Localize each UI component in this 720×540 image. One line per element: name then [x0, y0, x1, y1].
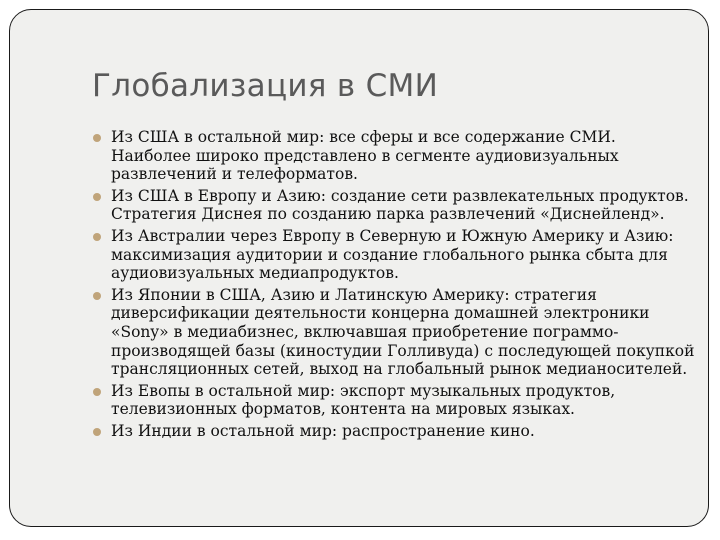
list-item-text: Из Индии в остальной мир: распространение кино.: [111, 421, 535, 440]
bullet-icon: [93, 292, 101, 300]
bullet-icon: [93, 428, 101, 436]
bullet-icon: [93, 233, 101, 241]
list-item: [90, 286, 695, 379]
bullet-icon: [93, 388, 101, 396]
list-item: [90, 382, 695, 419]
list-item-text: Из США в остальной мир: все сферы и все содержание СМИ. Наиболее широко представлено в сегменте аудиовизуальных развлечений и телеформатов.: [111, 128, 619, 184]
bullet-icon: [93, 134, 101, 142]
slide-frame: [9, 9, 709, 527]
list-item-text: Из Японии в США, Азию и Латинскую Америку: стратегия диверсификации деятельности концерна домашней электроники «Sony» в медиабизнес, включавшая приобретение пограммо-производящей базы (киностудии Голливуда) с последующей покупкой трансляционных сетей, выход на глобальный рынок медианосителей.: [111, 285, 695, 379]
bullet-list: [90, 128, 695, 444]
list-item: [90, 187, 695, 224]
list-item: [90, 128, 695, 184]
list-item-text: Из Евопы в остальной мир: экспорт музыкальных продуктов, телевизионных форматов, контента на мировых языках.: [111, 381, 616, 419]
list-item-text: Из Австралии через Европу в Северную и Южную Америку и Азию: максимизация аудитории и создание глобального рынка сбыта для аудиовизуальных медиапродуктов.: [111, 226, 674, 283]
list-item-text: Из США в Европу и Азию: создание сети развлекательных продуктов. Стратегия Диснея по созданию парка развлечений «Диснейленд».: [111, 186, 689, 224]
bullet-icon: [93, 193, 101, 201]
list-item: [90, 422, 695, 441]
slide-title: Глобализация в СМИ: [92, 68, 439, 104]
list-item: [90, 227, 695, 283]
